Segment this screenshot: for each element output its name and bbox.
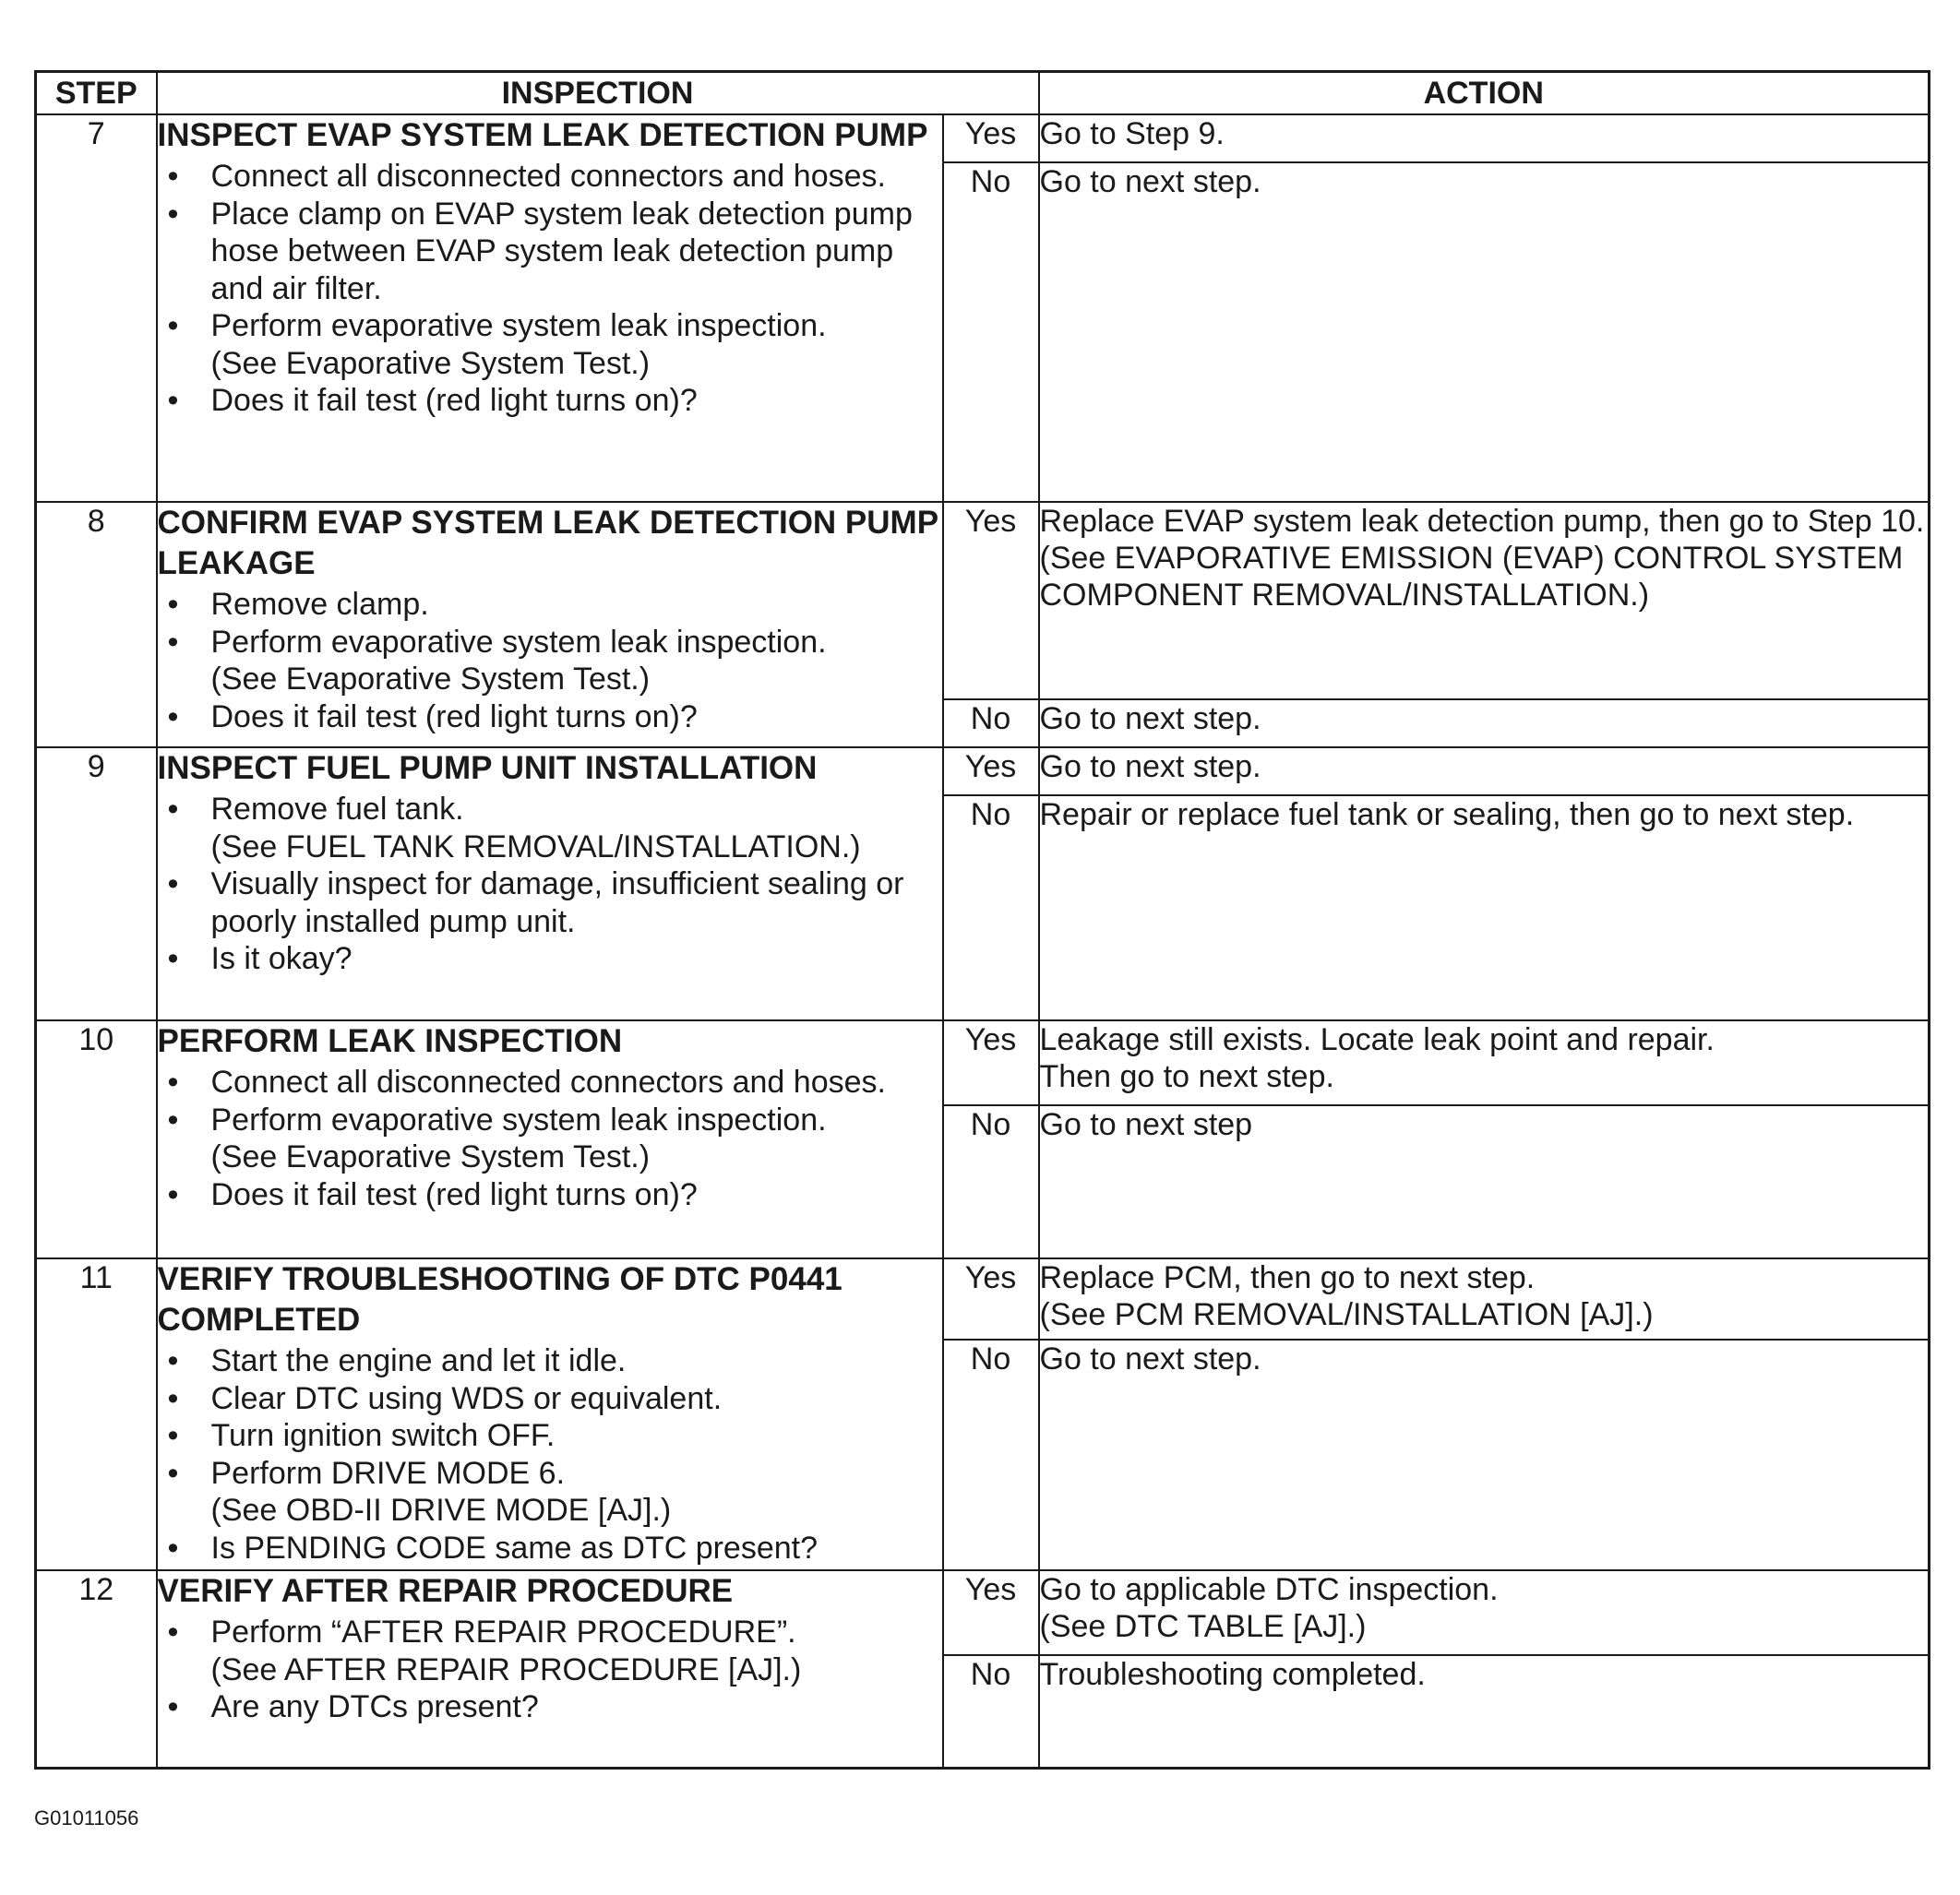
header-step: STEP (36, 72, 157, 115)
bullet-text: (See Evaporative System Test.) (210, 345, 651, 381)
inspection-title: CONFIRM EVAP SYSTEM LEAK DETECTION PUMP LEAKAGE (157, 505, 938, 581)
bullet-icon: • (167, 698, 179, 734)
no-label: No (943, 1340, 1039, 1570)
inspection-bullet (158, 1342, 942, 1380)
bullet-text: (See AFTER REPAIR PROCEDURE [AJ].) (210, 1651, 802, 1687)
bullet-icon: • (167, 308, 179, 343)
action-text: Then go to next step. (1039, 1059, 1334, 1094)
table-row (36, 1020, 1930, 1105)
inspection-bullet (158, 307, 942, 382)
bullet-icon: • (167, 941, 179, 976)
yes-label: Yes (943, 1020, 1039, 1105)
inspection-cell (157, 502, 943, 747)
bullet-text: Perform evaporative system leak inspection. (210, 308, 827, 343)
bullet-icon: • (167, 1615, 179, 1650)
inspection-bullet (158, 791, 942, 865)
inspection-bullet (158, 698, 942, 736)
bullet-icon: • (167, 1380, 179, 1416)
inspection-bullet (158, 865, 942, 940)
bullet-icon: • (167, 866, 179, 901)
yes-action (1039, 1258, 1930, 1340)
table-row (36, 1258, 1930, 1340)
bullet-text: Perform evaporative system leak inspection. (210, 624, 827, 660)
bullet-icon: • (167, 159, 179, 194)
header-inspection: INSPECTION (157, 72, 1039, 115)
bullet-text: Clear DTC using WDS or equivalent. (210, 1380, 723, 1416)
bullet-text: (See Evaporative System Test.) (210, 1139, 651, 1174)
no-action (1039, 162, 1930, 502)
header-action: ACTION (1039, 72, 1930, 115)
no-action (1039, 1105, 1930, 1258)
action-text: Replace EVAP system leak detection pump, then go to Step 10. (1039, 504, 1925, 539)
action-text: (See DTC TABLE [AJ].) (1039, 1609, 1367, 1644)
inspection-bullet (158, 1688, 942, 1726)
no-action (1039, 699, 1930, 747)
bullet-icon: • (167, 624, 179, 660)
inspection-title: INSPECT FUEL PUMP UNIT INSTALLATION (157, 750, 818, 786)
inspection-bullet (158, 1064, 942, 1102)
action-text: Go to Step 9. (1039, 116, 1225, 151)
yes-action (1039, 747, 1930, 795)
bullet-text: Does it fail test (red light turns on)? (210, 1176, 698, 1212)
bullet-text: Turn ignition switch OFF. (210, 1418, 556, 1453)
bullet-text: (See Evaporative System Test.) (210, 661, 651, 697)
yes-action (1039, 1570, 1930, 1655)
action-text: Go to next step. (1039, 164, 1261, 199)
figure-id: G01011056 (34, 1806, 139, 1829)
table-row (36, 502, 1930, 699)
bullet-icon: • (167, 1176, 179, 1212)
action-text: Replace PCM, then go to next step. (1039, 1260, 1536, 1295)
inspection-bullet (158, 1530, 942, 1567)
yes-label: Yes (943, 502, 1039, 699)
table-row (36, 114, 1930, 162)
no-action (1039, 1340, 1930, 1570)
inspection-bullets (158, 1342, 942, 1567)
inspection-bullet (158, 1614, 942, 1688)
bullet-icon: • (167, 1102, 179, 1138)
action-text: Go to next step. (1039, 701, 1261, 736)
step-number: 7 (36, 114, 157, 502)
yes-action (1039, 114, 1930, 162)
bullet-icon: • (167, 792, 179, 827)
bullet-text: Start the engine and let it idle. (210, 1343, 627, 1378)
troubleshooting-table (34, 70, 1930, 1770)
bullet-icon: • (167, 1065, 179, 1100)
bullet-icon: • (167, 383, 179, 418)
no-action (1039, 1655, 1930, 1768)
inspection-title: PERFORM LEAK INSPECTION (157, 1023, 623, 1059)
bullet-icon: • (167, 1455, 179, 1491)
table-row (36, 747, 1930, 795)
yes-label: Yes (943, 1258, 1039, 1340)
no-label: No (943, 1105, 1039, 1258)
inspection-cell (157, 1570, 943, 1768)
step-number: 9 (36, 747, 157, 1020)
action-text: Leakage still exists. Locate leak point and repair. (1039, 1022, 1715, 1057)
inspection-bullet (158, 1102, 942, 1176)
bullet-icon: • (167, 196, 179, 232)
inspection-bullet (158, 382, 942, 420)
inspection-bullets (158, 1064, 942, 1213)
bullet-text: Is PENDING CODE same as DTC present? (210, 1530, 819, 1566)
inspection-bullet (158, 1455, 942, 1530)
bullet-text: Place clamp on EVAP system leak detection pump hose between EVAP system leak detection pump and air filter. (210, 196, 913, 306)
action-text: Go to next step. (1039, 749, 1261, 784)
bullet-text: Visually inspect for damage, insufficient sealing or poorly installed pump unit. (210, 866, 904, 939)
table-row (36, 1570, 1930, 1655)
bullet-icon: • (167, 1530, 179, 1566)
step-number: 8 (36, 502, 157, 747)
bullet-text: Is it okay? (210, 941, 353, 976)
inspection-cell (157, 747, 943, 1020)
inspection-cell (157, 114, 943, 502)
bullet-text: Perform “AFTER REPAIR PROCEDURE”. (210, 1615, 796, 1650)
bullet-text: Does it fail test (red light turns on)? (210, 383, 698, 418)
action-text: Troubleshooting completed. (1039, 1657, 1426, 1692)
yes-action (1039, 502, 1930, 699)
step-number: 11 (36, 1258, 157, 1570)
yes-action (1039, 1020, 1930, 1105)
bullet-text: Connect all disconnected connectors and hoses. (210, 159, 886, 194)
header-row (36, 72, 1930, 115)
bullet-text: Does it fail test (red light turns on)? (210, 698, 698, 734)
inspection-bullet (158, 586, 942, 624)
action-text: Go to next step. (1039, 1341, 1261, 1377)
inspection-bullets (158, 586, 942, 735)
inspection-bullet (158, 1417, 942, 1455)
bullet-text: Connect all disconnected connectors and hoses. (210, 1065, 886, 1100)
no-label: No (943, 699, 1039, 747)
inspection-bullets (158, 791, 942, 978)
bullet-text: Perform evaporative system leak inspection. (210, 1102, 827, 1138)
action-text: Repair or replace fuel tank or sealing, then go to next step. (1039, 797, 1855, 832)
bullet-icon: • (167, 1689, 179, 1724)
action-text: (See EVAPORATIVE EMISSION (EVAP) CONTROL SYSTEM COMPONENT REMOVAL/INSTALLATION.) (1039, 541, 1904, 613)
bullet-text: Remove fuel tank. (210, 792, 464, 827)
no-label: No (943, 795, 1039, 1020)
bullet-text: (See FUEL TANK REMOVAL/INSTALLATION.) (210, 828, 861, 864)
bullet-text: (See OBD-II DRIVE MODE [AJ].) (210, 1493, 672, 1528)
inspection-cell (157, 1258, 943, 1570)
yes-label: Yes (943, 114, 1039, 162)
inspection-title: VERIFY AFTER REPAIR PROCEDURE (157, 1573, 734, 1609)
yes-label: Yes (943, 747, 1039, 795)
bullet-text: Are any DTCs present? (210, 1689, 539, 1724)
no-action (1039, 795, 1930, 1020)
bullet-icon: • (167, 587, 179, 622)
inspection-title: VERIFY TROUBLESHOOTING OF DTC P0441 COMPLETED (157, 1261, 843, 1338)
no-label: No (943, 1655, 1039, 1768)
no-label: No (943, 162, 1039, 502)
action-text: (See PCM REMOVAL/INSTALLATION [AJ].) (1039, 1297, 1654, 1332)
inspection-bullet (158, 1380, 942, 1418)
bullet-icon: • (167, 1418, 179, 1453)
bullet-text: Perform DRIVE MODE 6. (210, 1455, 566, 1491)
table-body (36, 114, 1930, 1768)
action-text: Go to applicable DTC inspection. (1039, 1572, 1499, 1607)
inspection-bullet (158, 940, 942, 978)
inspection-bullets (158, 158, 942, 420)
bullet-text: Remove clamp. (210, 587, 429, 622)
yes-label: Yes (943, 1570, 1039, 1655)
inspection-bullets (158, 1614, 942, 1726)
inspection-bullet (158, 624, 942, 698)
action-text: Go to next step (1039, 1107, 1253, 1142)
inspection-cell (157, 1020, 943, 1258)
step-number: 12 (36, 1570, 157, 1768)
inspection-title: INSPECT EVAP SYSTEM LEAK DETECTION PUMP (157, 117, 928, 153)
step-number: 10 (36, 1020, 157, 1258)
inspection-bullet (158, 158, 942, 196)
bullet-icon: • (167, 1343, 179, 1378)
inspection-bullet (158, 196, 942, 308)
inspection-bullet (158, 1176, 942, 1214)
